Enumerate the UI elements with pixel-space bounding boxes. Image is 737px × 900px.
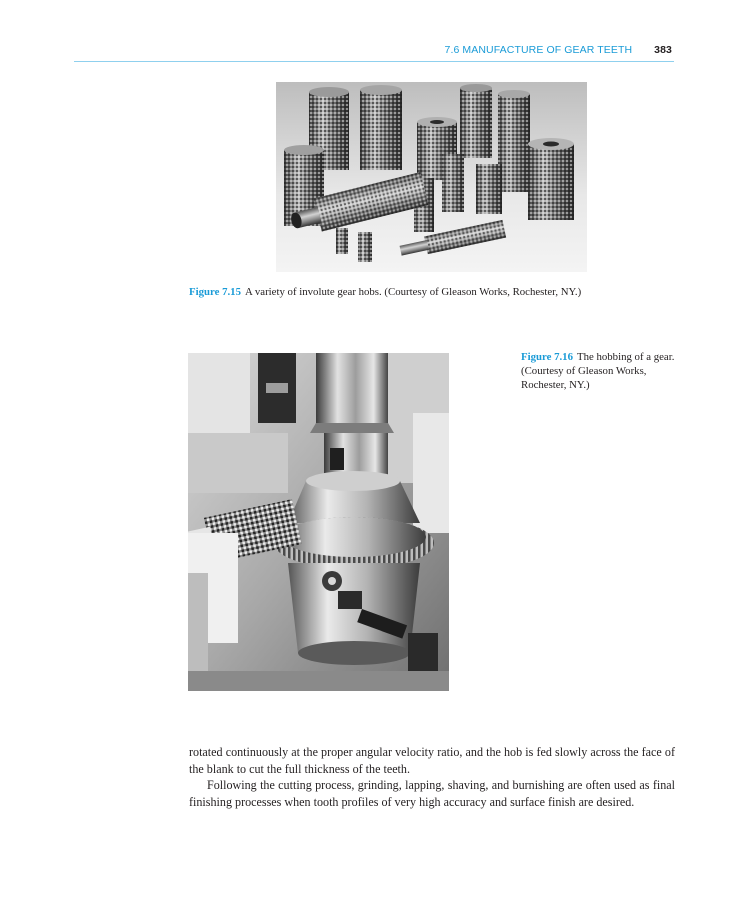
hob-back-2 bbox=[360, 85, 402, 170]
hob-small-2 bbox=[476, 164, 502, 214]
hob-small-1 bbox=[442, 154, 464, 212]
hob-tiny-2 bbox=[358, 232, 372, 262]
hob-tiny-1 bbox=[336, 228, 348, 254]
paragraph: Following the cutting process, grinding, lapping, shaving, and burnishing are often used as final finishing processes when tooth profiles of very high accuracy and surface finish are desired. bbox=[189, 778, 675, 809]
paragraph: rotated continuously at the proper angular velocity ratio, and the hob is fed slowly across the face of the blank to cut the full thickness of the teeth. bbox=[189, 745, 675, 776]
figure-gear-hobs-photo bbox=[276, 82, 587, 272]
figure-7-16-number: Figure 7.16 bbox=[521, 351, 573, 363]
running-head bbox=[0, 44, 672, 56]
body-text bbox=[189, 744, 675, 810]
hob-back-4 bbox=[498, 90, 530, 192]
figure-7-16-text: The hobbing of a gear. (Courtesy of Gleason Works, Rochester, NY.) bbox=[521, 351, 675, 391]
hob-right bbox=[528, 138, 574, 220]
section-title: 7.6 MANUFACTURE OF GEAR TEETH bbox=[444, 44, 633, 56]
hob-back-3 bbox=[460, 84, 492, 158]
page-number: 383 bbox=[654, 44, 672, 56]
figure-7-15-number: Figure 7.15 bbox=[189, 286, 241, 298]
figure-hobbing-photo bbox=[188, 353, 449, 691]
figure-7-15-caption bbox=[189, 285, 679, 299]
figure-7-15-text: A variety of involute gear hobs. (Courtesy of Gleason Works, Rochester, NY.) bbox=[244, 286, 582, 298]
figure-7-16-caption bbox=[521, 350, 675, 392]
header-rule bbox=[74, 61, 674, 62]
